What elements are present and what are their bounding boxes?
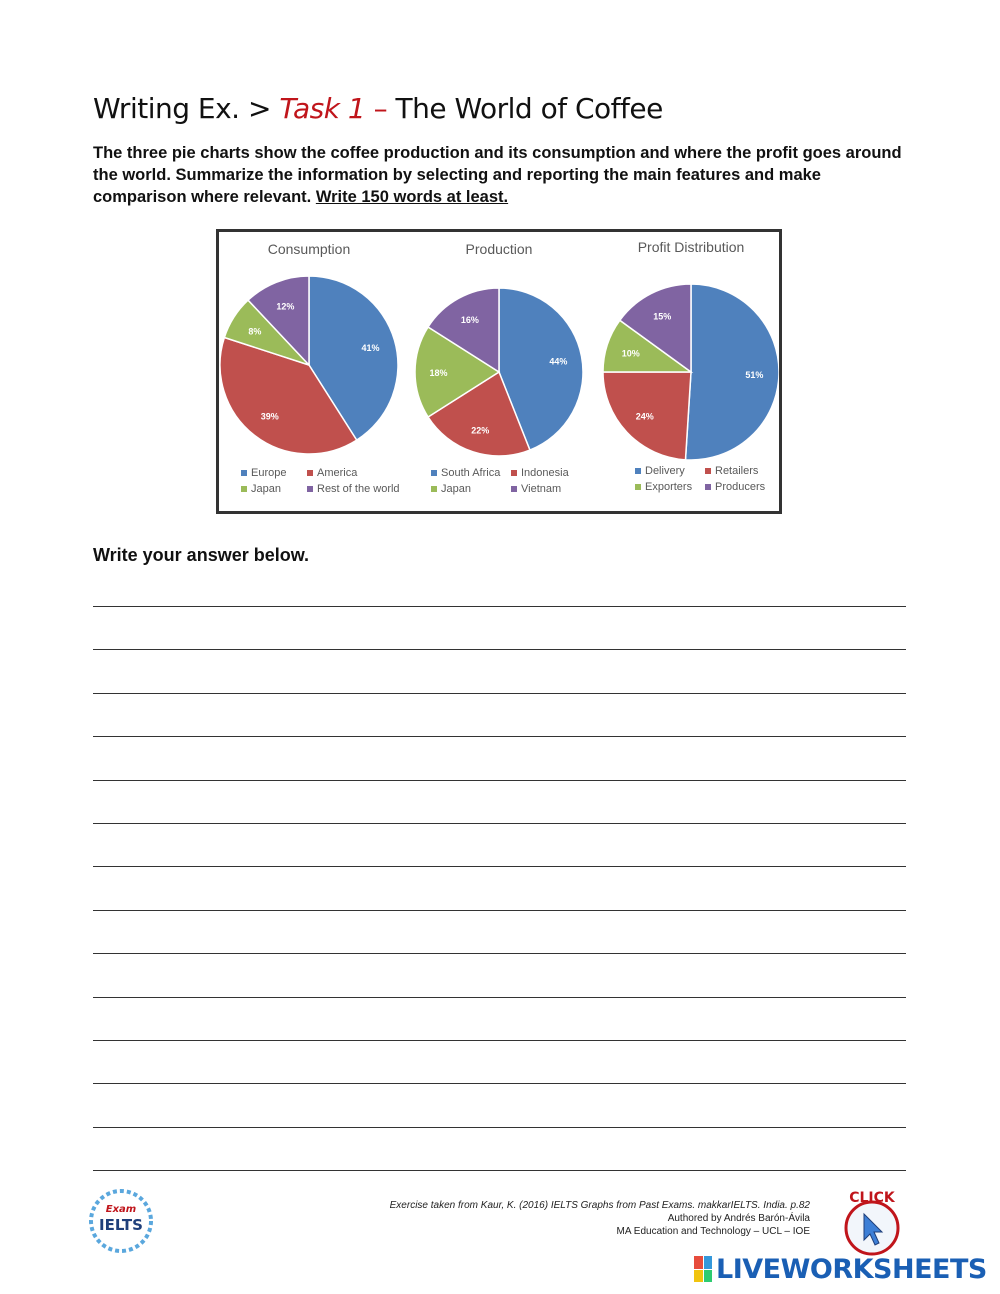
legend-swatch	[705, 468, 711, 474]
answer-line[interactable]	[93, 606, 906, 607]
page-title	[93, 92, 663, 125]
answer-line[interactable]	[93, 1170, 906, 1171]
answer-line[interactable]	[93, 866, 906, 867]
pie-charts-svg	[219, 232, 779, 511]
logo-ielts-text: IELTS	[99, 1216, 143, 1234]
legend-swatch	[635, 468, 641, 474]
exam-ielts-logo	[88, 1188, 154, 1254]
legend-label: Vietnam	[521, 483, 562, 495]
pie-data-label: 41%	[361, 343, 380, 354]
title-prefix: Writing Ex. >	[93, 92, 271, 125]
legend-swatch	[705, 484, 711, 490]
answer-line[interactable]	[93, 1127, 906, 1128]
legend-swatch	[511, 470, 517, 476]
liveworksheets-wordmark: LIVEWORKSHEETS	[716, 1253, 987, 1285]
pie-chart-title: Profit Distribution	[637, 239, 745, 255]
pie-data-label: 44%	[549, 356, 568, 367]
legend-label: Rest of the world	[317, 483, 400, 495]
credit-source: Exercise taken from Kaur, K. (2016) IELTS Graphs from Past Exams. makkarIELTS. India. p.82	[389, 1200, 810, 1211]
answer-line[interactable]	[93, 649, 906, 650]
pie-chart-1	[220, 241, 400, 495]
legend-label: America	[317, 467, 358, 479]
legend-label: Japan	[251, 483, 281, 495]
legend-swatch	[307, 486, 313, 492]
title-dash: –	[373, 92, 388, 125]
title-topic: The World of Coffee	[395, 92, 663, 125]
pie-data-label: 10%	[621, 348, 640, 359]
legend-label: Delivery	[645, 465, 685, 477]
pie-data-label: 15%	[653, 311, 672, 322]
pie-chart-3	[603, 239, 779, 493]
instructions	[93, 142, 913, 208]
legend-swatch	[635, 484, 641, 490]
answer-line[interactable]	[93, 1040, 906, 1041]
legend-label: Europe	[251, 467, 287, 479]
answer-line[interactable]	[93, 780, 906, 781]
click-logo-text: CLICK	[849, 1190, 895, 1206]
pie-data-label: 16%	[460, 315, 479, 326]
credit-affiliation: MA Education and Technology – UCL – IOE	[616, 1226, 810, 1237]
pie-data-label: 39%	[260, 411, 279, 422]
pie-data-label: 51%	[745, 369, 764, 380]
pie-chart-title: Consumption	[267, 241, 351, 257]
legend-label: Retailers	[715, 465, 759, 477]
legend-swatch	[241, 470, 247, 476]
answer-heading: Write your answer below.	[93, 545, 310, 565]
answer-line[interactable]	[93, 736, 906, 737]
liveworksheets-icon	[694, 1256, 712, 1282]
legend-label: South Africa	[441, 467, 501, 479]
pie-chart-title: Production	[465, 241, 533, 257]
answer-line[interactable]	[93, 823, 906, 824]
pie-data-label: 24%	[635, 411, 654, 422]
word-count-requirement: Write 150 words at least.	[315, 188, 509, 206]
legend-swatch	[307, 470, 313, 476]
legend-label: Exporters	[645, 481, 693, 493]
pie-data-label: 22%	[471, 425, 490, 436]
pie-data-label: 12%	[276, 301, 295, 312]
answer-line[interactable]	[93, 997, 906, 998]
credit-author: Authored by Andrés Barón-Ávila	[667, 1213, 810, 1224]
pie-data-label: 8%	[248, 326, 262, 337]
legend-swatch	[431, 486, 437, 492]
pie-slice-delivery	[685, 284, 779, 460]
answer-line[interactable]	[93, 910, 906, 911]
click-learning-logo	[832, 1188, 912, 1258]
credits	[390, 1199, 810, 1238]
pie-charts-figure	[216, 229, 782, 514]
liveworksheets-brand	[694, 1252, 987, 1286]
answer-line[interactable]	[93, 953, 906, 954]
title-task: Task 1	[279, 92, 366, 125]
instructions-text: The three pie charts show the coffee production and its consumption and where the profit goes around the world. Summarize the information by selecting and reporting the main features and make comparison where relevant.	[93, 144, 902, 206]
pie-chart-2	[415, 241, 583, 495]
logo-exam-text: Exam	[105, 1204, 137, 1215]
legend-swatch	[241, 486, 247, 492]
legend-swatch	[511, 486, 517, 492]
legend-label: Japan	[441, 483, 471, 495]
legend-label: Producers	[715, 481, 766, 493]
pie-data-label: 18%	[429, 368, 448, 378]
answer-line[interactable]	[93, 693, 906, 694]
legend-swatch	[431, 470, 437, 476]
answer-line[interactable]	[93, 1083, 906, 1084]
legend-label: Indonesia	[521, 467, 569, 479]
